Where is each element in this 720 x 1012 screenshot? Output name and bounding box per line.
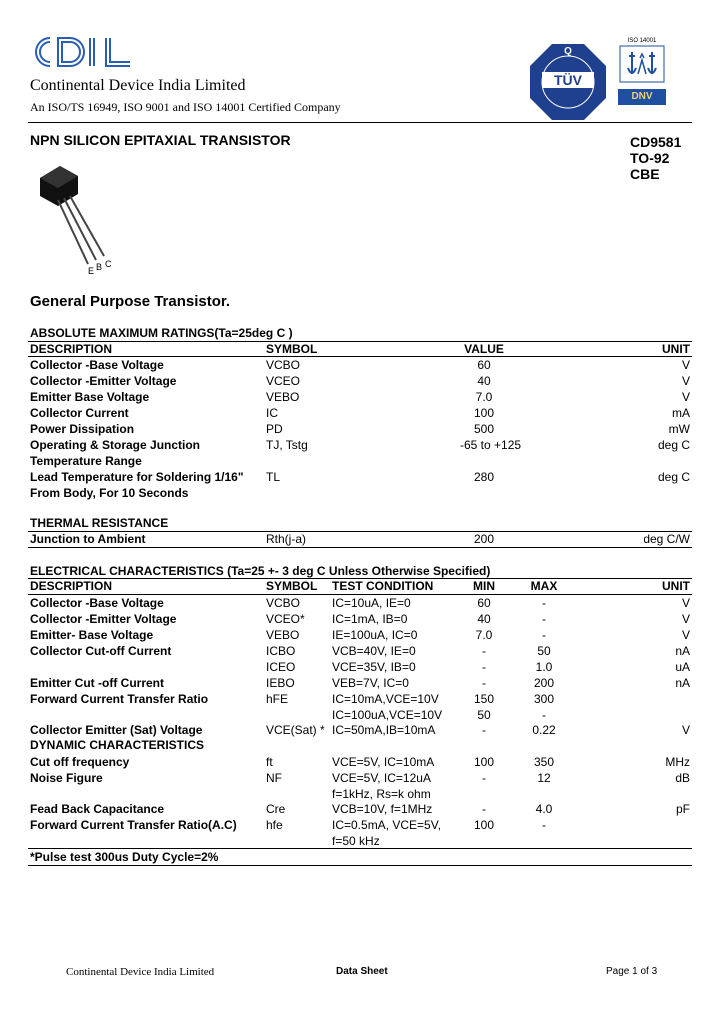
row-min: 7.0 [475, 628, 493, 642]
col-test-condition: TEST CONDITION [332, 579, 434, 593]
row-min: 40 [477, 612, 491, 626]
dnv-label: DNV [618, 89, 666, 105]
row-unit: uA [675, 660, 690, 674]
row-test-condition: IE=100uA, IC=0 [332, 628, 418, 642]
row-value: 7.0 [475, 390, 493, 404]
row-test-condition: VCB=40V, IE=0 [332, 644, 416, 658]
row-description: Emitter- Base Voltage [30, 628, 154, 642]
thermal-heading: THERMAL RESISTANCE [30, 516, 169, 530]
row-symbol: Cre [266, 802, 286, 816]
row-max: 50 [537, 644, 551, 658]
row-description: Collector Cut-off Current [30, 644, 172, 658]
row-description: Collector Emitter (Sat) Voltage [30, 723, 203, 737]
table-row [30, 531, 692, 547]
col-symbol: SYMBOL [266, 579, 318, 593]
row-test-condition: IC=100uA,VCE=10V [332, 708, 443, 722]
cdil-logo-graphic [30, 34, 136, 70]
table-row [30, 405, 692, 421]
abs-max-header-row [30, 341, 692, 357]
row-description: Collector -Base Voltage [30, 596, 164, 610]
row-symbol: VCBO [266, 358, 301, 372]
footer-doc-type: Data Sheet [336, 966, 388, 977]
row-min: - [482, 802, 486, 816]
table-row [30, 627, 692, 643]
row-max: - [542, 708, 546, 722]
row-test-condition: IC=1mA, IB=0 [332, 612, 408, 626]
row-min: - [482, 644, 486, 658]
row-description: Forward Current Transfer Ratio(A.C) [30, 818, 237, 832]
electrical-header-row [30, 578, 692, 594]
row-description: Emitter Base Voltage [30, 390, 150, 404]
row-symbol: TL [266, 470, 281, 484]
row-value: 280 [473, 470, 495, 484]
row-symbol: PD [266, 422, 283, 436]
table-row [30, 421, 692, 437]
product-title: NPN SILICON EPITAXIAL TRANSISTOR [30, 132, 291, 148]
row-value: 100 [473, 406, 495, 420]
row-symbol: NF [266, 771, 282, 785]
row-symbol: ft [266, 755, 273, 769]
row-unit: V [681, 596, 690, 610]
row-test-condition: IC=10uA, IE=0 [332, 596, 411, 610]
row-description: Emitter Cut -off Current [30, 676, 164, 690]
row-test-condition: VCB=10V, f=1MHz [332, 802, 433, 816]
row-unit: nA [675, 676, 690, 690]
note-bottom-rule [28, 865, 692, 866]
row-unit: deg C/W [643, 532, 690, 546]
table-row [30, 707, 692, 723]
table-row [30, 722, 692, 738]
row-description: Temperature Range [30, 454, 142, 468]
product-subtitle: General Purpose Transistor. [30, 293, 231, 310]
row-test-condition: VCE=5V, IC=10mA [332, 755, 435, 769]
row-description: Forward Current Transfer Ratio [30, 692, 209, 706]
row-description: From Body, For 10 Seconds [30, 486, 189, 500]
row-unit: mW [668, 422, 690, 436]
pin-label-e: E [88, 266, 95, 276]
row-min: 150 [473, 692, 495, 706]
row-test-condition: IC=10mA,VCE=10V [332, 692, 439, 706]
row-unit: V [681, 628, 690, 642]
row-description: Collector -Base Voltage [30, 358, 164, 372]
col-symbol: SYMBOL [266, 342, 318, 356]
row-description: Operating & Storage Junction [30, 438, 201, 452]
row-unit: mA [672, 406, 690, 420]
col-min: MIN [473, 579, 495, 593]
row-value: 200 [473, 532, 495, 546]
row-test-condition: IC=0.5mA, VCE=5V, [332, 818, 441, 832]
table-row [30, 786, 692, 802]
row-min: 100 [473, 818, 495, 832]
company-name: Continental Device India Limited [30, 77, 246, 94]
row-description: Collector Current [30, 406, 129, 420]
table-row [30, 373, 692, 389]
row-symbol: VCE(Sat) * [266, 723, 325, 737]
row-symbol: IC [266, 406, 278, 420]
row-symbol: VEBO [266, 628, 300, 642]
note-top-rule [28, 848, 692, 849]
row-unit: MHz [665, 755, 690, 769]
row-value: -65 to +125 [460, 438, 522, 452]
col-max: MAX [530, 579, 558, 593]
tuv-badge-icon [528, 42, 608, 122]
row-max: - [542, 818, 546, 832]
pulse-test-note: *Pulse test 300us Duty Cycle=2% [30, 850, 219, 864]
row-description: Fead Back Capacitance [30, 802, 165, 816]
iso-badge-text: ISO 14001 [627, 38, 657, 44]
row-unit: V [681, 358, 690, 372]
row-symbol: TJ, Tstg [266, 438, 308, 452]
header-divider [28, 122, 692, 123]
col-unit: UNIT [662, 579, 690, 593]
row-max: 12 [537, 771, 551, 785]
row-max: 0.22 [532, 723, 556, 737]
table-row [30, 754, 692, 770]
row-max: 300 [533, 692, 555, 706]
row-unit: deg C [657, 470, 690, 484]
table-row [30, 643, 692, 659]
row-min: - [482, 723, 486, 737]
pin-label-b: B [96, 262, 103, 272]
row-description: Cut off frequency [30, 755, 130, 769]
row-description: Collector -Emitter Voltage [30, 374, 177, 388]
row-symbol: VCEO* [266, 612, 305, 626]
row-test-condition: f=50 kHz [332, 834, 380, 848]
row-test-condition: IC=50mA,IB=10mA [332, 723, 436, 737]
row-symbol: hFE [266, 692, 289, 706]
table-row [30, 659, 692, 675]
row-symbol: hfe [266, 818, 283, 832]
row-symbol: Rth(j-a) [266, 532, 307, 546]
table-row [30, 611, 692, 627]
tuv-label: TÜV [554, 72, 582, 88]
table-row [30, 595, 692, 611]
anchor-icon [618, 44, 666, 84]
row-description: Noise Figure [30, 771, 103, 785]
table-row [30, 453, 692, 469]
row-test-condition: VCE=5V, IC=12uA [332, 771, 431, 785]
company-logo [30, 34, 136, 70]
table-row [30, 437, 692, 453]
table-row [30, 691, 692, 707]
row-unit: V [681, 723, 690, 737]
row-min: - [482, 660, 486, 674]
footer-company: Continental Device India Limited [66, 966, 215, 978]
row-unit: pF [675, 802, 690, 816]
row-unit: nA [675, 644, 690, 658]
row-max: 200 [533, 676, 555, 690]
row-max: - [542, 612, 546, 626]
row-unit: deg C [657, 438, 690, 452]
row-min: 100 [473, 755, 495, 769]
row-max: 4.0 [535, 802, 553, 816]
table-row [30, 833, 692, 849]
electrical-heading: ELECTRICAL CHARACTERISTICS (Ta=25 +- 3 deg C Unless Otherwise Specified) [30, 564, 491, 578]
row-unit: dB [675, 771, 690, 785]
row-min: - [482, 771, 486, 785]
row-description: Collector -Emitter Voltage [30, 612, 177, 626]
row-description: Junction to Ambient [30, 532, 146, 546]
row-symbol: ICBO [266, 644, 296, 658]
row-test-condition: VCE=35V, IB=0 [332, 660, 416, 674]
table-row [30, 485, 692, 501]
row-value: 60 [477, 358, 491, 372]
row-unit: V [681, 374, 690, 388]
pinout: CBE [630, 166, 660, 182]
row-symbol: VEBO [266, 390, 300, 404]
col-description: DESCRIPTION [30, 579, 113, 593]
abs-max-heading: ABSOLUTE MAXIMUM RATINGS(Ta=25deg C ) [30, 326, 293, 340]
table-row [30, 817, 692, 833]
table-row [30, 357, 692, 373]
row-max: 1.0 [535, 660, 553, 674]
table-row [30, 770, 692, 786]
row-min: - [482, 676, 486, 690]
dnv-badge [618, 38, 666, 110]
row-min: 50 [477, 708, 491, 722]
row-unit: V [681, 612, 690, 626]
row-value: 40 [477, 374, 491, 388]
table-row [30, 675, 692, 691]
pin-label-c: C [105, 259, 112, 269]
thermal-bottom-rule [28, 547, 692, 548]
svg-text:Q: Q [564, 46, 572, 57]
part-number: CD9581 [630, 134, 682, 150]
row-test-condition: f=1kHz, Rs=k ohm [332, 787, 431, 801]
col-value: VALUE [464, 342, 504, 356]
row-value: 500 [473, 422, 495, 436]
row-description: Power Dissipation [30, 422, 135, 436]
certification-line: An ISO/TS 16949, ISO 9001 and ISO 14001 Certified Company [30, 100, 341, 114]
row-symbol: ICEO [266, 660, 296, 674]
row-max: 350 [533, 755, 555, 769]
row-min: 60 [477, 596, 491, 610]
row-symbol: VCBO [266, 596, 301, 610]
tuv-badge [528, 42, 608, 122]
row-max: - [542, 628, 546, 642]
dynamic-heading: DYNAMIC CHARACTERISTICS [30, 738, 204, 752]
package-type: TO-92 [630, 150, 670, 166]
table-row [30, 801, 692, 817]
row-unit: V [681, 390, 690, 404]
row-symbol: IEBO [266, 676, 295, 690]
col-description: DESCRIPTION [30, 342, 113, 356]
table-row [30, 469, 692, 485]
row-test-condition: VEB=7V, IC=0 [332, 676, 409, 690]
table-row [30, 389, 692, 405]
footer-page: Page 1 of 3 [606, 966, 658, 977]
col-unit: UNIT [662, 342, 690, 356]
row-symbol: VCEO [266, 374, 301, 388]
row-description: Lead Temperature for Soldering 1/16" [30, 470, 244, 484]
row-max: - [542, 596, 546, 610]
